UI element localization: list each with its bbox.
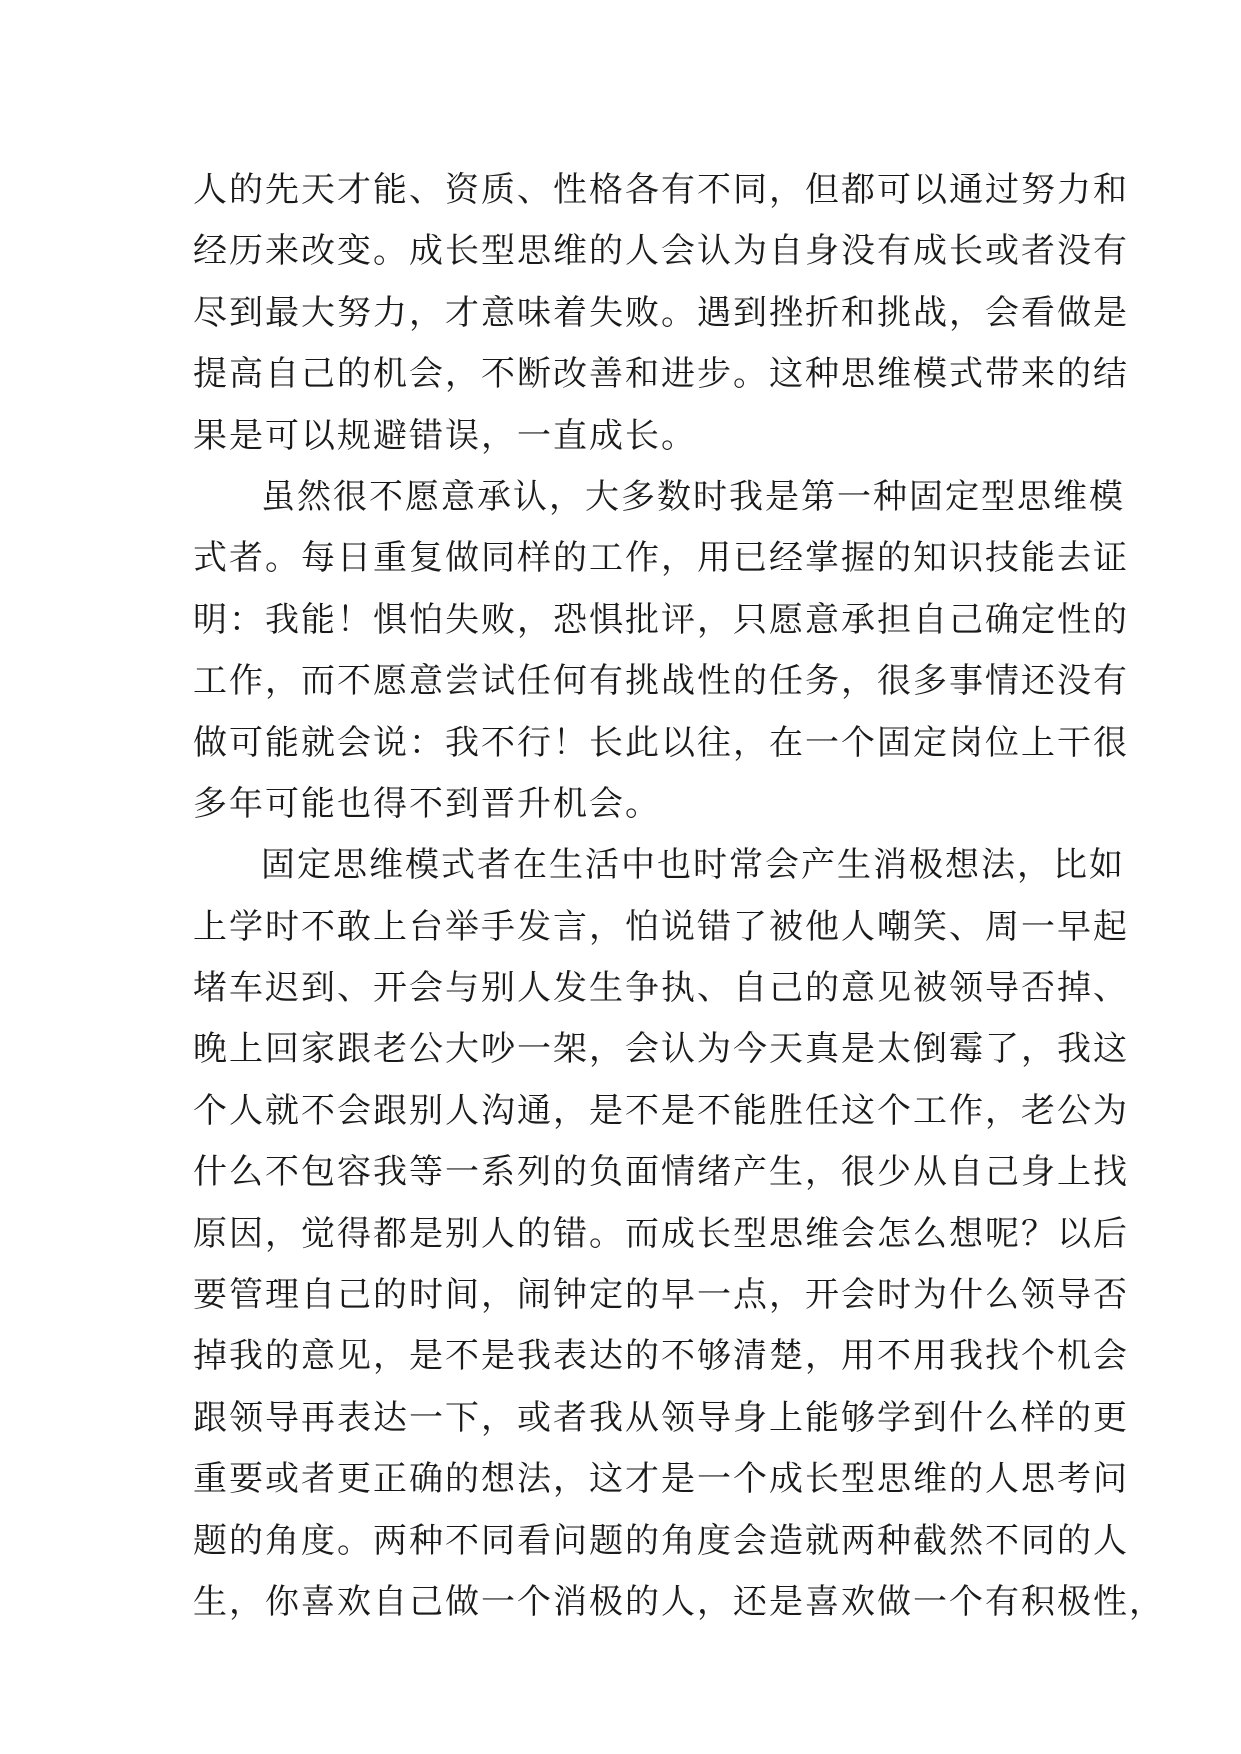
text-line: 经历来改变。成长型思维的人会认为自身没有成长或者没有 — [193, 231, 1129, 272]
text-line: 工作，而不愿意尝试任何有挑战性的任务，很多事情还没有 — [193, 661, 1129, 702]
body-text — [193, 160, 1165, 1633]
text-line: 生，你喜欢自己做一个消极的人，还是喜欢做一个有积极性， — [193, 1581, 1165, 1622]
text-line: 提高自己的机会，不断改善和进步。这种思维模式带来的结 — [193, 354, 1129, 395]
text-line: 式者。每日重复做同样的工作，用已经掌握的知识技能去证 — [193, 538, 1129, 579]
text-line: 要管理自己的时间，闹钟定的早一点，开会时为什么领导否 — [193, 1275, 1129, 1316]
paragraph-first-line: 固定思维模式者在生活中也时常会产生消极想法，比如 — [261, 845, 1125, 886]
text-line: 上学时不敢上台举手发言，怕说错了被他人嘲笑、周一早起 — [193, 906, 1129, 947]
text-line: 做可能就会说：我不行！长此以往，在一个固定岗位上干很 — [193, 722, 1129, 763]
text-line: 题的角度。两种不同看问题的角度会造就两种截然不同的人 — [193, 1520, 1129, 1561]
text-line: 堵车迟到、开会与别人发生争执、自己的意见被领导否掉、 — [193, 968, 1129, 1009]
text-line: 个人就不会跟别人沟通，是不是不能胜任这个工作，老公为 — [193, 1090, 1129, 1131]
text-line: 晚上回家跟老公大吵一架，会认为今天真是太倒霉了，我这 — [193, 1029, 1129, 1070]
paragraph-first-line: 虽然很不愿意承认，大多数时我是第一种固定型思维模 — [261, 476, 1125, 517]
text-line: 明：我能！惧怕失败，恐惧批评，只愿意承担自己确定性的 — [193, 599, 1129, 640]
text-line: 多年可能也得不到晋升机会。 — [193, 783, 661, 824]
text-line: 重要或者更正确的想法，这才是一个成长型思维的人思考问 — [193, 1459, 1129, 1500]
text-line: 掉我的意见，是不是我表达的不够清楚，用不用我找个机会 — [193, 1336, 1129, 1377]
text-line: 跟领导再表达一下，或者我从领导身上能够学到什么样的更 — [193, 1397, 1129, 1438]
text-line: 原因，觉得都是别人的错。而成长型思维会怎么想呢？以后 — [193, 1213, 1129, 1254]
text-line: 人的先天才能、资质、性格各有不同，但都可以通过努力和 — [193, 170, 1129, 210]
text-line: 果是可以规避错误，一直成长。 — [193, 415, 697, 456]
text-line: 尽到最大努力，才意味着失败。遇到挫折和挑战，会看做是 — [193, 292, 1129, 333]
text-line: 什么不包容我等一系列的负面情绪产生，很少从自己身上找 — [193, 1152, 1129, 1193]
